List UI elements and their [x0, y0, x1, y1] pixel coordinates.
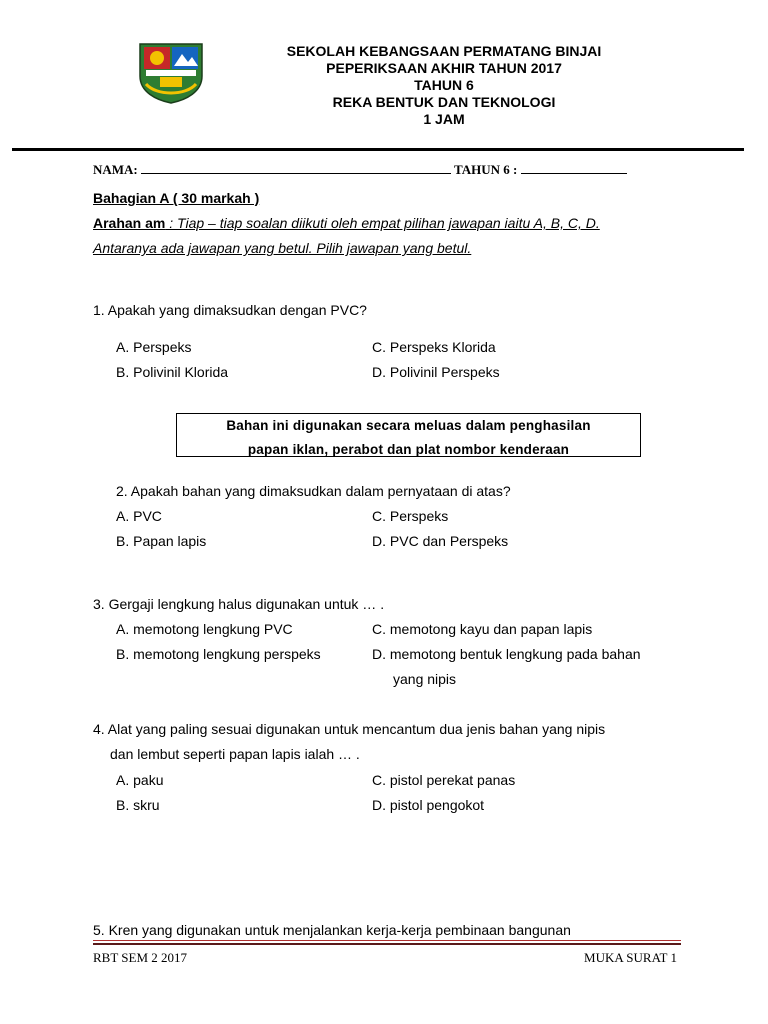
question-3-option-c: C. memotong kayu dan papan lapis — [372, 621, 593, 637]
instruction-line-2: Antaranya ada jawapan yang betul. Pilih jawapan yang betul. — [93, 240, 472, 256]
section-title: Bahagian A ( 30 markah ) — [93, 190, 260, 206]
question-3-option-d: D. memotong bentuk lengkung pada bahan — [372, 646, 641, 662]
footer-page-number: MUKA SURAT 1 — [584, 950, 677, 965]
instruction-text-1: : Tiap – tiap soalan diikuti oleh empat pilihan jawapan iaitu A, B, C, D. — [165, 215, 600, 231]
question-1-option-a: A. Perspeks — [116, 339, 192, 355]
question-1: 1. Apakah yang dimaksudkan dengan PVC? — [93, 302, 367, 318]
question-4-option-a: A. paku — [116, 772, 164, 788]
question-3-option-a: A. memotong lengkung PVC — [116, 621, 293, 637]
footer-left: RBT SEM 2 2017 — [93, 950, 188, 965]
question-4: 4. Alat yang paling sesuai digunakan untuk mencantum dua jenis bahan yang nipis — [93, 721, 606, 737]
statement-line-1: Bahan ini digunakan secara meluas dalam penghasilan — [226, 418, 591, 433]
statement-box — [176, 413, 641, 457]
question-3: 3. Gergaji lengkung halus digunakan untuk … . — [93, 596, 385, 612]
question-2-option-a: A. PVC — [116, 508, 162, 524]
question-4-cont: dan lembut seperti papan lapis ialah … . — [110, 746, 360, 762]
name-blank-line[interactable] — [141, 172, 451, 174]
class-blank-line[interactable] — [521, 172, 627, 174]
statement-line-2: papan iklan, perabot dan plat nombor kenderaan — [247, 442, 570, 457]
question-5: 5. Kren yang digunakan untuk menjalankan kerja-kerja pembinaan bangunan — [93, 922, 571, 938]
question-3-option-d-cont: yang nipis — [393, 671, 457, 687]
question-1-option-c: C. Perspeks Klorida — [372, 339, 496, 355]
header-divider — [12, 148, 744, 151]
footer-rule-thin — [93, 940, 681, 941]
question-4-option-d: D. pistol pengokot — [372, 797, 485, 813]
question-2-option-b: B. Papan lapis — [116, 533, 207, 549]
exam-duration: 1 JAM — [423, 111, 465, 127]
name-row — [93, 162, 627, 178]
question-1-option-d: D. Polivinil Perspeks — [372, 364, 500, 380]
subject-title: REKA BENTUK DAN TEKNOLOGI — [332, 94, 556, 110]
name-label: NAMA: — [93, 162, 138, 177]
exam-year: TAHUN 6 — [414, 77, 474, 93]
question-2: 2. Apakah bahan yang dimaksudkan dalam pernyataan di atas? — [116, 483, 511, 499]
question-2-option-d: D. PVC dan Perspeks — [372, 533, 509, 549]
footer-rule-thick — [93, 943, 681, 945]
exam-title: PEPERIKSAAN AKHIR TAHUN 2017 — [326, 60, 562, 76]
instruction-label: Arahan am — [93, 215, 166, 231]
class-label: TAHUN 6 : — [454, 162, 518, 177]
question-2-option-c: C. Perspeks — [372, 508, 449, 524]
question-4-option-b: B. skru — [116, 797, 160, 813]
question-4-option-c: C. pistol perekat panas — [372, 772, 516, 788]
question-3-option-b: B. memotong lengkung perspeks — [116, 646, 321, 662]
question-1-option-b: B. Polivinil Klorida — [116, 364, 229, 380]
school-name: SEKOLAH KEBANGSAAN PERMATANG BINJAI — [286, 43, 602, 59]
instruction-line-1 — [93, 215, 600, 231]
